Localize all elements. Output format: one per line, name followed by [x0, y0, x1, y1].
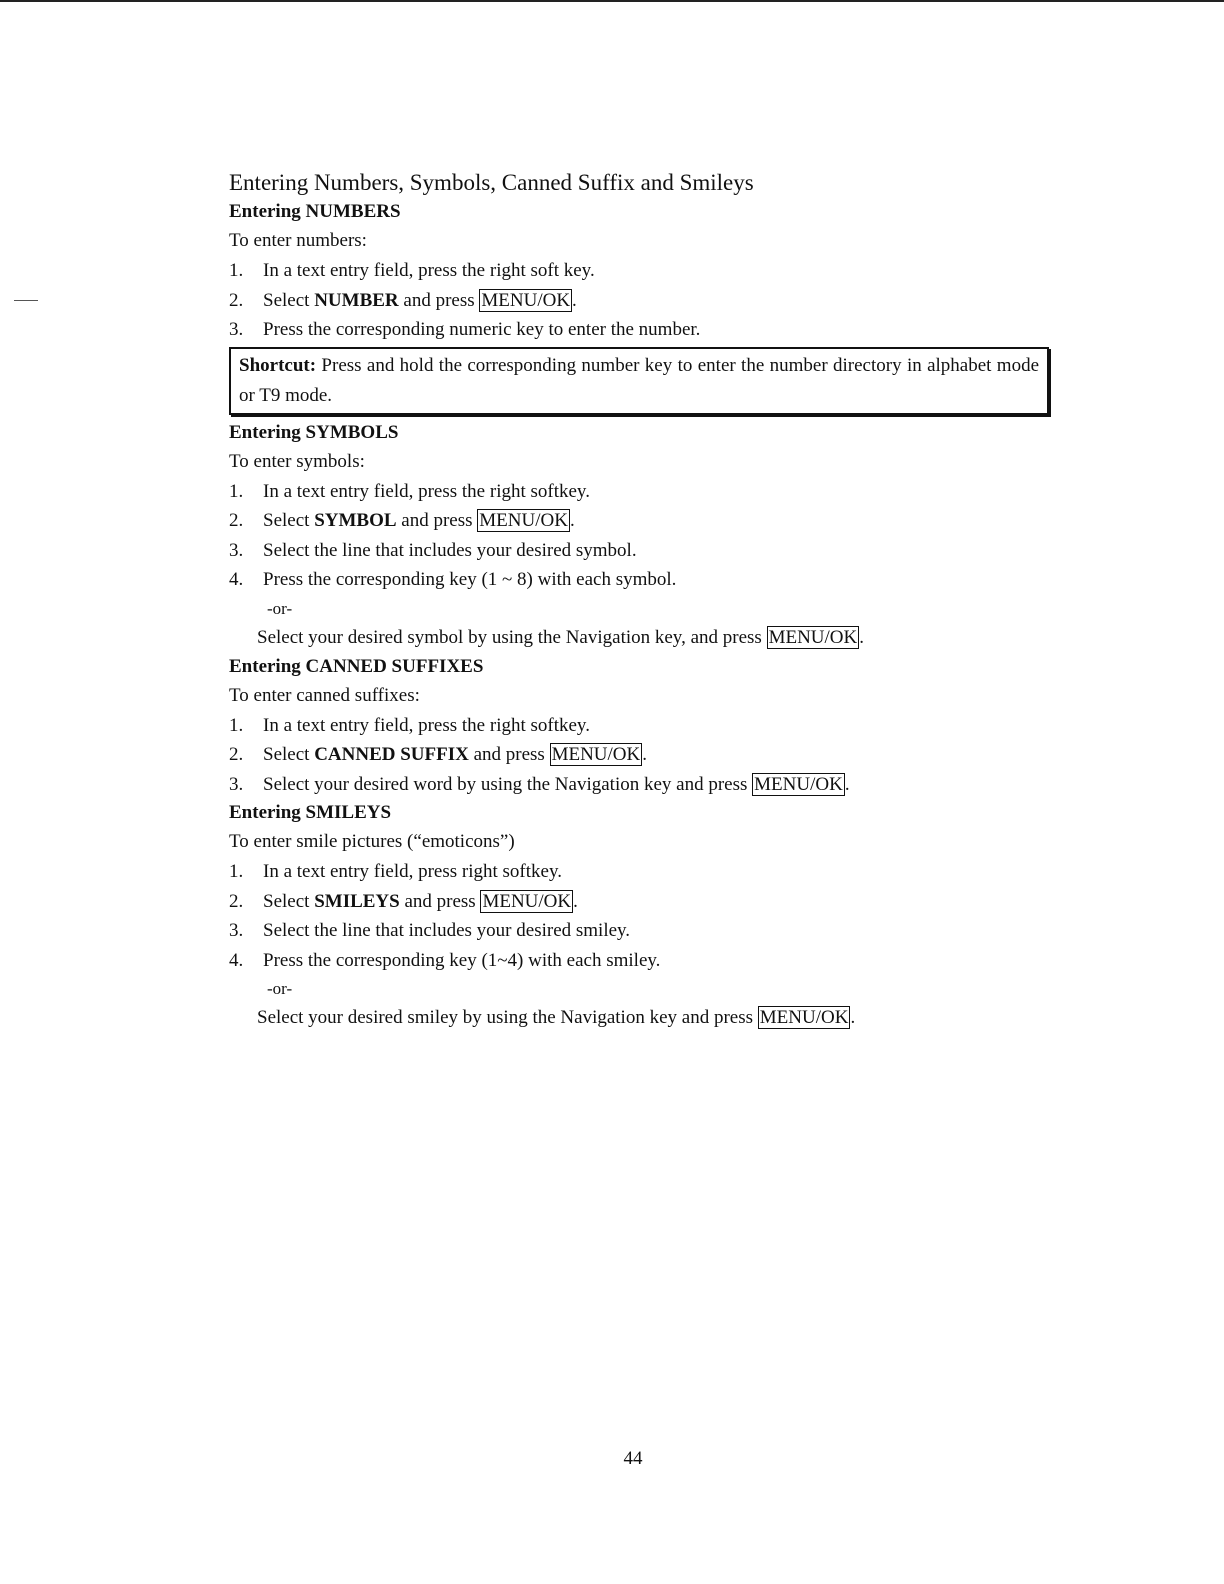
menu-ok-key: MENU/OK: [768, 626, 858, 648]
or-separator: -or-: [267, 979, 293, 998]
section-intro: To enter canned suffixes:: [229, 684, 420, 706]
step-text: Select: [263, 510, 315, 531]
step-number: 2.: [229, 289, 244, 311]
step-number: 2.: [229, 890, 244, 912]
step-text: Select the line that includes your desired smiley.: [263, 920, 631, 941]
menu-ok-key: MENU/OK: [754, 773, 843, 795]
alt-text: .: [850, 1007, 856, 1028]
step-text: In a text entry field, press right softkey.: [263, 861, 562, 882]
step-text: Select: [263, 890, 315, 912]
section-intro: To enter symbols:: [229, 450, 365, 472]
step-number: 2.: [229, 744, 244, 765]
step-number: 3.: [229, 773, 244, 795]
section-heading: Entering SYMBOLS: [229, 421, 399, 443]
page-content: [229, 168, 1049, 1033]
step-text: In a text entry field, press the right soft key.: [263, 260, 595, 281]
step-text: .: [844, 773, 850, 795]
step-text: .: [572, 289, 577, 311]
shortcut-box: [229, 347, 1049, 415]
alt-text: Select your desired smiley by using the Navigation key and press: [257, 1007, 758, 1028]
option-name: CANNED SUFFIX: [314, 744, 469, 765]
section-intro: To enter numbers:: [229, 230, 367, 251]
step-number: 3.: [229, 319, 244, 340]
list-item: [229, 477, 1049, 507]
menu-ok-key: MENU/OK: [479, 510, 568, 531]
step-text: and press: [396, 510, 478, 531]
page-title: Entering Numbers, Symbols, Canned Suffix and Smileys: [229, 170, 754, 195]
step-number: 4.: [229, 569, 244, 590]
shortcut-text: Press and hold the corresponding number key to enter the number directory in alphabet mode or T9 mode.: [239, 354, 1039, 406]
alternative-instruction: [229, 1003, 1049, 1033]
list-item: [229, 857, 1049, 887]
top-rule: [0, 0, 1224, 2]
step-text: In a text entry field, press the right softkey.: [263, 714, 590, 736]
menu-ok-key: MENU/OK: [481, 289, 571, 311]
step-text: Select your desired word by using the Navigation key and press: [263, 773, 753, 795]
alt-text: Select your desired symbol by using the Navigation key, and press: [257, 626, 767, 648]
section-heading: Entering SMILEYS: [229, 802, 392, 823]
section-intro: To enter smile pictures (“emoticons”): [229, 831, 515, 852]
step-text: Press the corresponding key (1~4) with each smiley.: [263, 949, 661, 971]
list-item: [229, 256, 1049, 286]
step-number: 1.: [229, 714, 244, 736]
list-item: [229, 916, 1049, 946]
option-name: SMILEYS: [314, 890, 400, 912]
list-item: [229, 770, 1049, 800]
menu-ok-key: MENU/OK: [759, 1007, 849, 1028]
step-text: and press: [399, 890, 481, 912]
step-text: Press the corresponding numeric key to enter the number.: [263, 319, 701, 340]
section-heading: Entering NUMBERS: [229, 201, 401, 222]
step-text: Select the line that includes your desired symbol.: [263, 539, 637, 561]
margin-mark: [14, 300, 38, 301]
list-item: [229, 315, 1049, 345]
list-item: [229, 740, 1049, 770]
step-text: .: [642, 744, 647, 765]
list-item: [229, 565, 1049, 595]
step-text: and press: [468, 744, 550, 765]
menu-ok-key: MENU/OK: [482, 890, 572, 912]
step-text: Select: [263, 289, 315, 311]
page-number: 44: [623, 1448, 643, 1469]
step-text: and press: [398, 289, 480, 311]
section-heading: Entering CANNED SUFFIXES: [229, 655, 484, 677]
step-number: 1.: [229, 260, 244, 281]
step-text: In a text entry field, press the right softkey.: [263, 480, 590, 502]
section-smileys: [229, 799, 1049, 1033]
list-item: [229, 286, 1049, 316]
list-item: [229, 946, 1049, 976]
step-number: 3.: [229, 539, 244, 561]
list-item: [229, 506, 1049, 536]
shortcut-label: Shortcut:: [239, 354, 317, 376]
step-number: 1.: [229, 480, 244, 502]
step-number: 4.: [229, 949, 244, 971]
step-text: Select: [263, 744, 315, 765]
section-suffixes: [229, 653, 1049, 800]
list-item: [229, 887, 1049, 917]
step-text: .: [569, 510, 575, 531]
step-text: .: [573, 890, 578, 912]
step-text: Press the corresponding key (1 ~ 8) with each symbol.: [263, 569, 677, 590]
list-item: [229, 711, 1049, 741]
step-number: 2.: [229, 510, 244, 531]
step-number: 1.: [229, 861, 244, 882]
step-number: 3.: [229, 920, 244, 941]
alternative-instruction: [229, 623, 1049, 653]
alt-text: .: [859, 626, 864, 648]
section-symbols: [229, 419, 1049, 653]
or-separator: -or-: [267, 598, 293, 618]
section-numbers: [229, 198, 1049, 415]
menu-ok-key: MENU/OK: [551, 744, 641, 765]
list-item: [229, 536, 1049, 566]
option-name: SYMBOL: [314, 510, 397, 531]
option-name: NUMBER: [314, 289, 399, 311]
